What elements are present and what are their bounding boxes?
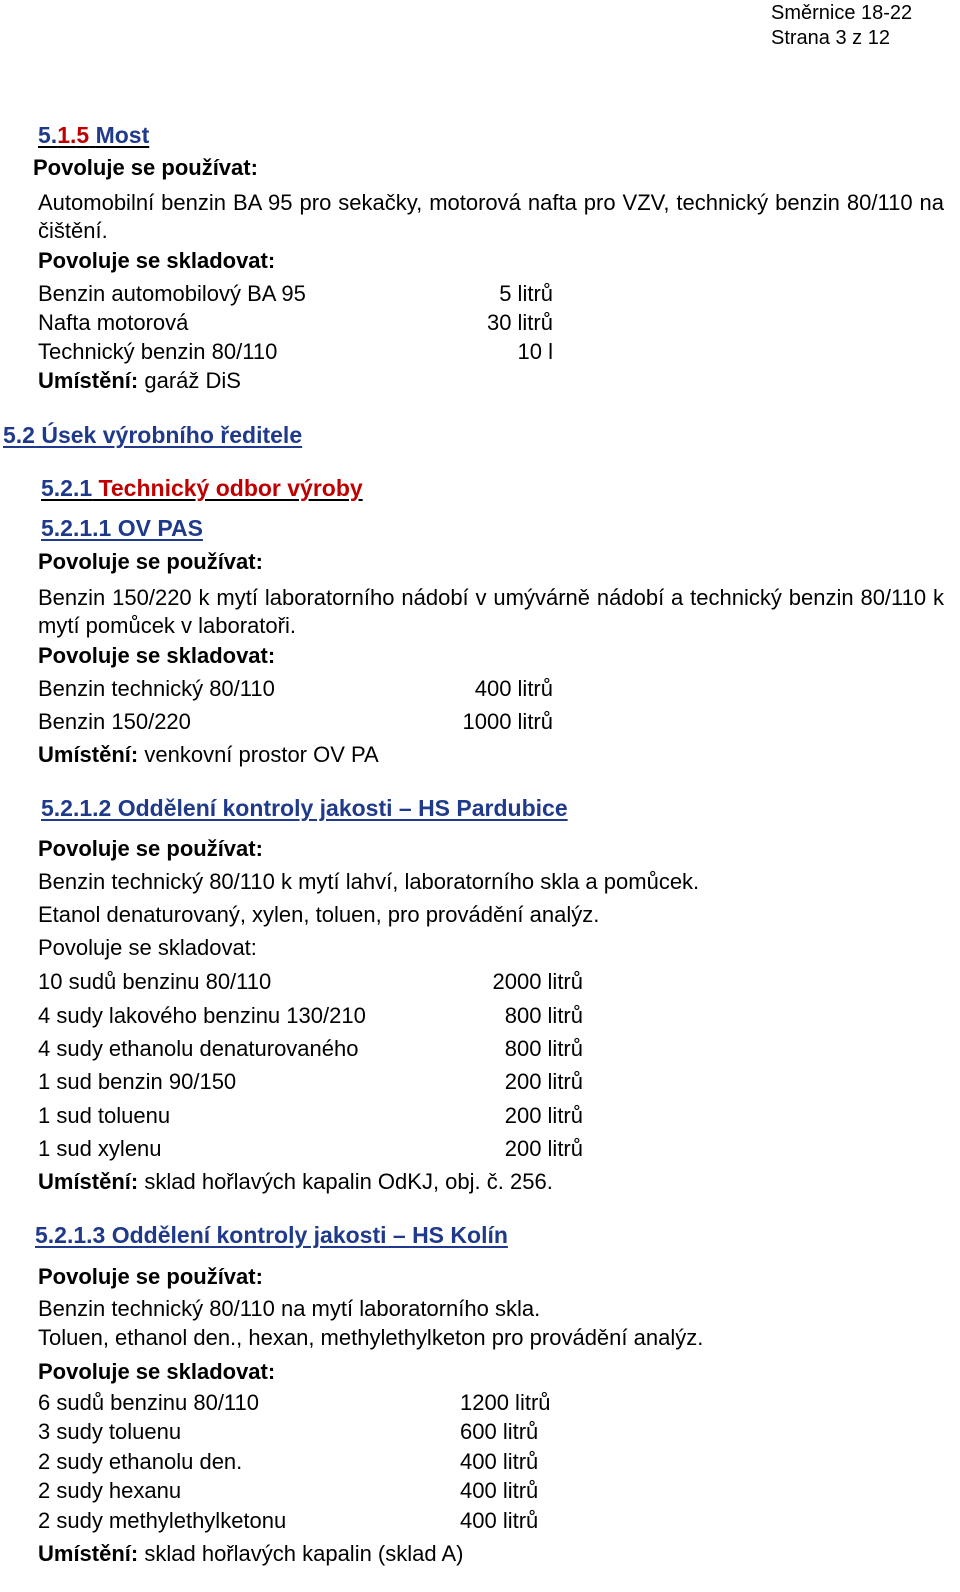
section-5213-store-label: Povoluje se skladovat: <box>38 1359 276 1384</box>
section-521-title: Technický odbor výroby <box>92 475 363 501</box>
section-5213-item-name: 2 sudy hexanu <box>38 1478 182 1503</box>
section-515-use-label: Povoluje se používat: <box>33 155 258 180</box>
section-5213-heading: 5.2.1.3 Oddělení kontroly jakosti – HS Kolín <box>35 1222 508 1248</box>
section-5213-item-qty: 400 litrů <box>460 1508 539 1533</box>
section-515-num-b: 1. <box>57 122 77 148</box>
section-5213-use-line: Benzin technický 80/110 na mytí laboratorního skla. <box>38 1296 541 1321</box>
section-5211-heading: 5.2.1.1 OV PAS <box>41 515 203 541</box>
header-directive: Směrnice 18-22 <box>771 2 913 24</box>
section-5212-location <box>38 1171 553 1193</box>
section-5212-item-name: 4 sudy lakového benzinu 130/210 <box>38 1003 366 1028</box>
section-515-item-name: Nafta motorová <box>38 310 189 335</box>
header-page-number: Strana 3 z 12 <box>771 27 890 49</box>
section-515-location-label: Umístění: <box>38 368 139 393</box>
section-5213-item-qty: 600 litrů <box>460 1419 539 1444</box>
section-5213-item-qty: 400 litrů <box>460 1449 539 1474</box>
section-515-use-text: Automobilní benzin BA 95 pro sekačky, motorová nafta pro VZV, technický benzin 80/110 na čištění. <box>38 190 944 243</box>
section-5213-item-name: 6 sudů benzinu 80/110 <box>38 1390 259 1415</box>
section-5213-location <box>38 1543 464 1565</box>
section-5212-use-line: Benzin technický 80/110 k mytí lahví, laboratorního skla a pomůcek. <box>38 869 700 894</box>
section-5212-item-name: 10 sudů benzinu 80/110 <box>38 969 272 994</box>
section-515-item-qty: 5 litrů <box>499 281 553 306</box>
section-515-item-qty: 30 litrů <box>486 310 553 335</box>
section-515-num-c: 5 <box>76 122 90 148</box>
section-5212-use-line: Etanol denaturovaný, xylen, toluen, pro provádění analýz. <box>38 902 600 927</box>
section-5212-item-name: 1 sud xylenu <box>38 1136 162 1161</box>
section-5212-store-label: Povoluje se skladovat: <box>38 935 257 960</box>
section-5211-location-label: Umístění: <box>38 742 139 767</box>
section-5211-item-name: Benzin technický 80/110 <box>38 676 275 701</box>
section-5213-use-line: Toluen, ethanol den., hexan, methylethylketon pro provádění analýz. <box>38 1325 704 1350</box>
section-52-heading: 5.2 Úsek výrobního ředitele <box>3 422 303 448</box>
section-5212-item-name: 4 sudy ethanolu denaturovaného <box>38 1036 359 1061</box>
section-5213-item-name: 2 sudy ethanolu den. <box>38 1449 243 1474</box>
section-5211-location <box>38 744 379 766</box>
section-5212-use-label: Povoluje se používat: <box>38 836 263 861</box>
section-5212-item-name: 1 sud benzin 90/150 <box>38 1069 237 1094</box>
section-5211-item-name: Benzin 150/220 <box>38 709 191 734</box>
section-5213-location-value: sklad hořlavých kapalin (sklad A) <box>138 1541 464 1566</box>
section-515-item-name: Benzin automobilový BA 95 <box>38 281 306 306</box>
section-5211-location-value: venkovní prostor OV PA <box>138 742 379 767</box>
section-515-title: Most <box>95 122 150 148</box>
section-5212-item-qty: 2000 litrů <box>492 969 583 994</box>
section-5212-location-value: sklad hořlavých kapalin OdKJ, obj. č. 256. <box>138 1169 553 1194</box>
section-5211-item-qty: 1000 litrů <box>462 709 553 734</box>
section-5213-item-name: 3 sudy toluenu <box>38 1419 182 1444</box>
section-5213-location-label: Umístění: <box>38 1541 139 1566</box>
section-5211-use-label: Povoluje se používat: <box>38 549 263 574</box>
section-521-num: 5.2.1 <box>41 475 93 501</box>
section-5211-item-qty: 400 litrů <box>474 676 553 701</box>
section-5213-item-qty: 400 litrů <box>460 1478 539 1503</box>
section-5211-store-label: Povoluje se skladovat: <box>38 643 276 668</box>
section-515-item-name: Technický benzin 80/110 <box>38 339 278 364</box>
section-5212-item-qty: 200 litrů <box>504 1136 583 1161</box>
section-515-num-a: 5. <box>38 122 58 148</box>
section-5213-item-name: 2 sudy methylethylketonu <box>38 1508 287 1533</box>
section-5213-item-qty: 1200 litrů <box>460 1390 551 1415</box>
section-515-location-value: garáž DiS <box>138 368 241 393</box>
section-515-location <box>38 370 241 392</box>
section-521-heading <box>41 477 363 500</box>
section-5212-item-qty: 800 litrů <box>504 1036 583 1061</box>
section-515-store-label: Povoluje se skladovat: <box>38 248 276 273</box>
section-515-item-qty: 10 l <box>517 339 553 364</box>
section-5212-item-qty: 200 litrů <box>504 1103 583 1128</box>
section-5212-item-qty: 200 litrů <box>504 1069 583 1094</box>
section-515-heading <box>38 124 149 147</box>
section-5211-use-text: Benzin 150/220 k mytí laboratorního nádobí v umývárně nádobí a technický benzin 80/110 k mytí pomůcek v laboratoři. <box>38 585 944 638</box>
section-5212-item-qty: 800 litrů <box>504 1003 583 1028</box>
section-5212-location-label: Umístění: <box>38 1169 139 1194</box>
section-5213-use-label: Povoluje se používat: <box>38 1264 263 1289</box>
section-5212-heading: 5.2.1.2 Oddělení kontroly jakosti – HS Pardubice <box>41 795 568 821</box>
section-5212-item-name: 1 sud toluenu <box>38 1103 171 1128</box>
